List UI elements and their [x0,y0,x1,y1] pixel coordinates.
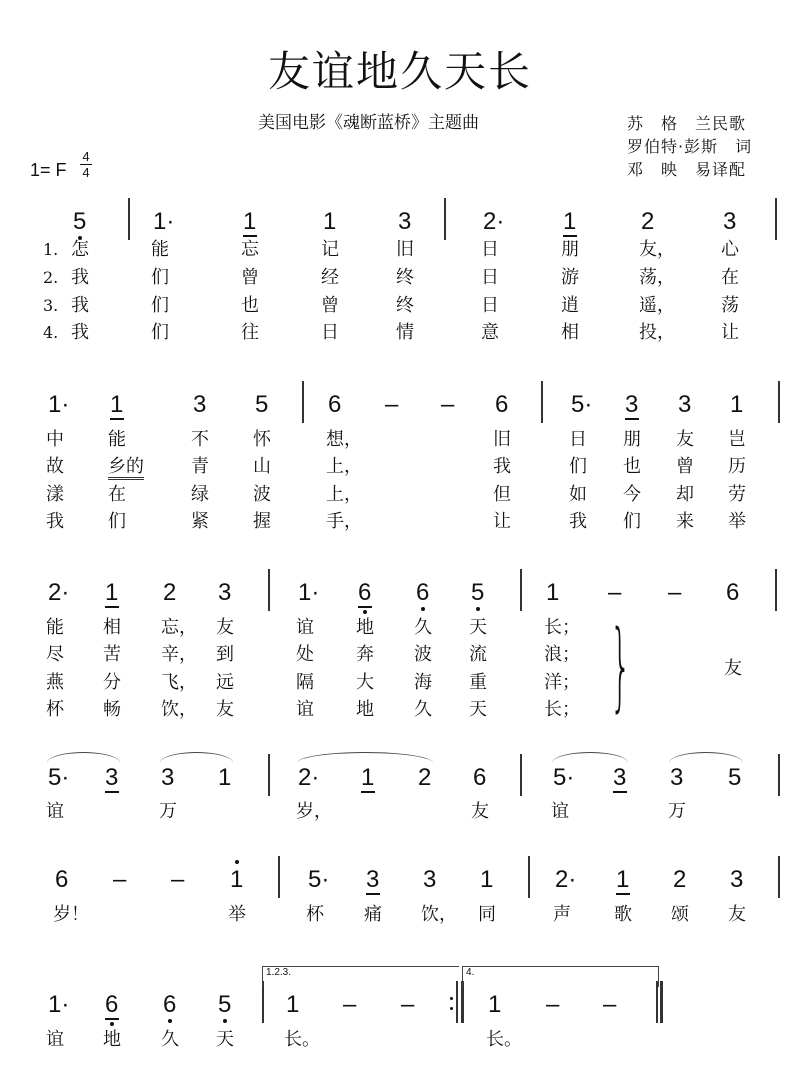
lyric-word: 日 [481,295,499,316]
note: 6 [358,579,372,606]
lyric-word: 举 [728,511,746,532]
lyric-word: 朋 [561,239,579,260]
lyric-word: 天 [216,1029,234,1050]
lyric-word: 上， [326,484,362,505]
note: 2 [673,866,687,893]
lyric-word: 让 [493,511,511,532]
lyric-word: 海 [414,672,432,693]
note: 1 [488,991,502,1018]
note: 6 [416,579,430,606]
lyric-word: 记 [321,239,339,260]
lyric-word: 隔 [296,672,314,693]
note: 1 [105,579,119,606]
lyric-word: 也 [241,295,259,316]
lyric-word: 长； [544,617,580,638]
lyric-word: 遥， [639,295,675,316]
lyric-word: 饮， [161,699,197,720]
lyric-word: 经 [321,267,339,288]
note: 5· [308,866,330,893]
lyric-word: 荡 [721,295,739,316]
lyric-word: 歌 [614,904,632,925]
lyric-word: 我 [71,295,89,316]
lyric-word: 游 [561,267,579,288]
note: 1· [48,391,70,418]
note: 2· [298,764,320,791]
eighth-underline [361,791,375,793]
lyric-word: 们 [108,511,126,532]
lyric-word: 怎 [71,239,89,260]
lyric-word: 痛 [364,904,382,925]
lyric-word: 到 [216,644,234,665]
lyric-word: 能 [46,617,64,638]
note: 1 [230,866,244,893]
lyric-word: 地 [356,699,374,720]
slur [47,752,120,763]
note: 3 [625,391,639,418]
chorus-brace: } [609,610,632,722]
verse-number: 2. [43,268,59,287]
song-title: 友谊地久天长 [267,47,532,96]
lyric-word: 天 [469,699,487,720]
verse-number: 3. [43,296,59,315]
lyric-word: 飞， [161,672,197,693]
lyric-word: 投， [639,322,675,343]
eighth-underline [110,418,124,420]
lyric-word: 旧 [396,239,414,260]
lyric-word: 如 [569,484,587,505]
note: 6 [105,991,119,1018]
lyric-word: 心 [721,239,739,260]
note: 1 [110,391,124,418]
note: 5 [73,208,87,235]
eighth-underline [613,791,627,793]
lyric-word: 岂 [728,429,746,450]
note: 6 [726,579,740,606]
note: 5 [255,391,269,418]
lyric-word: 处 [296,644,314,665]
lyric-word: 在 [721,267,739,288]
time-top: 4 [82,149,90,164]
lyric-word: 历 [728,456,746,477]
lyric-word: 旧 [493,429,511,450]
lyric-word: 故 [46,456,64,477]
time-bottom: 4 [82,165,90,180]
lyric-word: 饮， [421,904,457,925]
credit-origin: 苏 格 兰民歌 [627,114,747,133]
barline [778,381,780,423]
note: 2 [641,208,655,235]
sustain-dash: – [171,866,185,893]
lyric-word: 情 [396,322,414,343]
lyric-word: 万 [668,801,686,822]
high-octave-dot [235,860,239,864]
note: 3 [613,764,627,791]
note: 2 [418,764,432,791]
lyric-word: 燕 [46,672,64,693]
sustain-dash: – [546,991,560,1018]
lyric-word: 洋； [544,672,580,693]
lyric-word: 相 [103,617,121,638]
note: 1 [286,991,300,1018]
note: 1 [243,208,257,235]
lyric-word: 不 [191,429,209,450]
subtitle: 美国电影《魂断蓝桥》主题曲 [258,113,479,133]
note: 1· [153,208,175,235]
lyric-word: 终 [396,295,414,316]
lyric-word: 友 [216,617,234,638]
eighth-underline [105,791,119,793]
note: 6 [473,764,487,791]
barline [541,381,543,423]
lyric-word: 声 [553,904,571,925]
lyric-word: 辛， [161,644,197,665]
lyric-word: 岁！ [53,904,89,925]
lyric-word: 杯 [46,699,64,720]
sustain-dash: – [401,991,415,1018]
note: 3 [161,764,175,791]
credit-lyricist: 罗伯特·彭斯 词 [627,137,753,156]
lyric-word: 友， [639,239,675,260]
lyric-word: 来 [676,511,694,532]
low-octave-dot [421,607,425,611]
barline [262,981,264,1023]
note: 3 [105,764,119,791]
barline [528,856,530,898]
low-octave-dot [363,610,367,614]
barline [520,569,522,611]
lyric-word: 友 [471,801,489,822]
volta-first-ending: 1.2.3. [262,966,459,987]
note: 2· [48,579,70,606]
low-octave-dot [110,1022,114,1026]
verse-number: 1. [43,240,59,259]
note: 5· [571,391,593,418]
barline [444,198,446,240]
lyric-word: 谊 [46,801,64,822]
slur [552,752,628,763]
note: 3 [670,764,684,791]
lyric-word: 怀 [253,429,271,450]
lyric-word: 谊 [296,617,314,638]
barline [302,381,304,423]
slur [297,752,433,763]
lyric-word: 们 [151,322,169,343]
lyric-word: 谊 [296,699,314,720]
lyric-word: 浪； [544,644,580,665]
note: 5 [218,991,232,1018]
lyric-word: 日 [569,429,587,450]
note: 5· [48,764,70,791]
lyric-word: 却 [676,484,694,505]
lyric-word: 山 [253,456,271,477]
barline [775,569,777,611]
note: 5 [728,764,742,791]
note: 2· [483,208,505,235]
eighth-underline [105,606,119,608]
slur [160,752,233,763]
note: 1 [218,764,232,791]
barline [775,198,777,240]
lyric-word: 苦 [103,644,121,665]
lyric-word: 曾 [676,456,694,477]
volta-second-ending: 4. [462,966,659,987]
note: 2· [555,866,577,893]
lyric-word: 谊 [551,801,569,822]
sustain-dash: – [385,391,399,418]
lyric-word: 乡的 [108,457,144,480]
lyric-word: 青 [191,456,209,477]
lyric-word: 远 [216,672,234,693]
lyric-word: 长； [544,699,580,720]
lyric-word: 颂 [671,904,689,925]
lyric-word: 终 [396,267,414,288]
lyric-word: 长。 [284,1029,320,1050]
lyric-word: 大 [356,672,374,693]
note: 2 [163,579,177,606]
barline [268,754,270,796]
note: 6 [55,866,69,893]
note: 3 [423,866,437,893]
lyric-word: 但 [493,484,511,505]
repeat-barline [456,981,458,1023]
low-octave-dot [168,1019,172,1023]
final-barline-thin [656,981,658,1023]
lyric-word: 们 [623,511,641,532]
eighth-underline [358,606,372,608]
lyric-word: 忘， [161,617,197,638]
lyric-word: 朋 [623,429,641,450]
note: 3 [678,391,692,418]
note: 5· [553,764,575,791]
lyric-word: 我 [493,456,511,477]
lyric-word: 久 [414,617,432,638]
slur [669,752,743,763]
lyric-word: 分 [103,672,121,693]
lyric-word: 奔 [356,644,374,665]
lyric-word: 在 [108,484,126,505]
sustain-dash: – [441,391,455,418]
lyric-word: 荡， [639,267,675,288]
key-signature: 1= F [30,160,67,180]
note: 3 [723,208,737,235]
note: 1 [361,764,375,791]
lyric-word: 意 [481,322,499,343]
eighth-underline [616,893,630,895]
lyric-word: 重 [469,672,487,693]
lyric-word: 逍 [561,295,579,316]
lyric-word: 紧 [191,511,209,532]
lyric-word: 们 [151,295,169,316]
low-octave-dot [476,607,480,611]
barline [278,856,280,898]
lyric-word: 手， [326,511,362,532]
note: 5 [471,579,485,606]
note: 3 [366,866,380,893]
lyric-word: 劳 [728,484,746,505]
lyric-word: 我 [46,511,64,532]
repeat-barline-thick [461,981,464,1023]
eighth-underline [105,1018,119,1020]
barline [778,856,780,898]
lyric-word: 曾 [241,267,259,288]
lyric-word: 地 [103,1029,121,1050]
lyric-word: 久 [161,1029,179,1050]
sustain-dash: – [343,991,357,1018]
lyric-word: 尽 [46,644,64,665]
lyric-word: 我 [569,511,587,532]
lyric-word: 友 [216,699,234,720]
lyric-word: 长。 [486,1029,522,1050]
eighth-underline [243,235,257,237]
lyric-word: 日 [481,239,499,260]
lyric-word: 上， [326,456,362,477]
lyric-word: 同 [478,904,496,925]
note: 3 [193,391,207,418]
lyric-word: 波 [414,644,432,665]
lyric-word: 岁， [296,801,332,822]
sustain-dash: – [668,579,682,606]
lyric-word: 们 [151,267,169,288]
note: 1 [480,866,494,893]
time-signature [80,150,92,179]
note: 3 [730,866,744,893]
lyric-word: 让 [721,322,739,343]
lyric-word: 能 [108,429,126,450]
sustain-dash: – [608,579,622,606]
final-barline-thick [660,981,663,1023]
note: 3 [218,579,232,606]
verse-number: 4. [43,323,59,342]
lyric-word: 往 [241,322,259,343]
lyric-word: 中 [46,429,64,450]
lyric-word: 我 [71,322,89,343]
note: 3 [398,208,412,235]
note: 1 [323,208,337,235]
note: 1 [546,579,560,606]
lyric-word: 友 [728,904,746,925]
note: 6 [328,391,342,418]
lyric-word: 波 [253,484,271,505]
eighth-underline [366,893,380,895]
lyric-word: 谊 [46,1029,64,1050]
note: 1· [48,991,70,1018]
lyric-word: 日 [481,267,499,288]
sustain-dash: – [603,991,617,1018]
lyric-word: 流 [469,644,487,665]
repeat-dot [450,997,453,1000]
note: 1 [563,208,577,235]
lyric-word: 万 [159,801,177,822]
lyric-word: 地 [356,617,374,638]
barline [268,569,270,611]
lyric-word: 也 [623,456,641,477]
note: 1 [730,391,744,418]
lyric-word: 我 [71,267,89,288]
lyric-word: 相 [561,322,579,343]
lyric-word: 久 [414,699,432,720]
repeat-dot [450,1007,453,1010]
lyric-word: 友 [676,429,694,450]
lyric-word: 们 [569,456,587,477]
note: 6 [495,391,509,418]
lyric-word: 能 [151,239,169,260]
barline [520,754,522,796]
lyric-word: 忘 [241,239,259,260]
lyric-word: 天 [469,617,487,638]
lyric-word: 日 [321,322,339,343]
barline [778,754,780,796]
note: 1· [298,579,320,606]
lyric-word: 握 [253,511,271,532]
eighth-underline [625,418,639,420]
lyric-word: 漾 [46,484,64,505]
lyric-word: 杯 [306,904,324,925]
low-octave-dot [223,1019,227,1023]
lyric-word: 举 [228,904,246,925]
chorus-word: 友 [724,658,742,679]
credit-translator: 邓 映 易译配 [627,160,747,179]
eighth-underline [563,235,577,237]
lyric-word: 绿 [191,484,209,505]
lyric-word: 想， [326,429,362,450]
note: 1 [616,866,630,893]
lyric-word: 曾 [321,295,339,316]
lyric-word: 今 [623,484,641,505]
note: 6 [163,991,177,1018]
barline [128,198,130,240]
sustain-dash: – [113,866,127,893]
lyric-word: 畅 [103,699,121,720]
